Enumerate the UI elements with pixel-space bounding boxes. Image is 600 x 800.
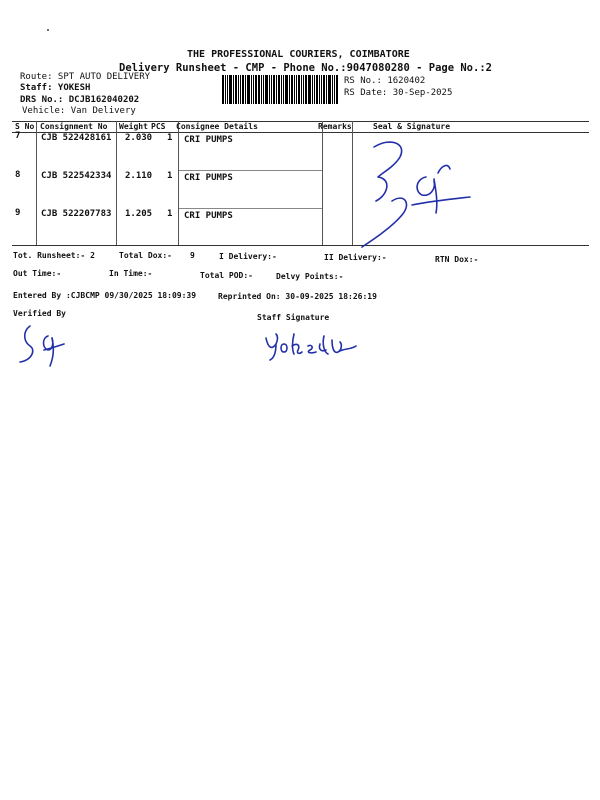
barcode-bar <box>298 75 300 104</box>
row-pcs: 1 <box>167 209 173 219</box>
barcode-bar <box>263 75 264 104</box>
barcode-bar <box>332 75 333 104</box>
ii-delivery: II Delivery:- <box>324 253 387 262</box>
table-bottom-rule <box>12 245 589 246</box>
barcode-bar <box>271 75 272 104</box>
barcode-bar <box>316 75 318 104</box>
barcode-bar <box>276 75 277 104</box>
barcode-bar <box>273 75 275 104</box>
total-dox-label: Total Dox:- <box>119 251 172 260</box>
scan-speck <box>47 29 49 31</box>
barcode-bar <box>261 75 262 104</box>
barcode-bar <box>238 75 239 104</box>
barcode-bar <box>303 75 304 104</box>
receiver-signature <box>352 135 477 250</box>
in-time: In Time:- <box>109 269 153 278</box>
barcode-bar <box>278 75 280 104</box>
barcode-bar <box>314 75 315 104</box>
col-header-consignment: Consignment No <box>40 122 108 131</box>
barcode-bar <box>242 75 244 104</box>
barcode-bar <box>251 75 252 104</box>
barcode-bar <box>227 75 228 104</box>
row-sno: 8 <box>15 170 21 180</box>
total-pod: Total POD:- <box>200 271 253 280</box>
row-consignee: CRI PUMPS <box>184 135 233 145</box>
barcode-bar <box>326 75 327 104</box>
column-rule <box>322 121 323 245</box>
barcode-bar <box>319 75 320 104</box>
route-label: Route: SPT AUTO DELIVERY <box>20 72 151 82</box>
barcode-bar <box>285 75 288 104</box>
row-divider-2 <box>178 208 322 209</box>
entered-by: Entered By :CJBCMP 09/30/2025 18:09:39 <box>13 291 197 300</box>
row-divider-1 <box>178 170 322 171</box>
barcode-bar <box>269 75 270 104</box>
barcode-bar <box>258 75 260 104</box>
delvy-points: Delvy Points:- <box>276 272 344 281</box>
barcode-bar <box>255 75 257 104</box>
barcode-bar <box>312 75 313 104</box>
drs-number: DRS No.: DCJB162040202 <box>20 95 140 105</box>
barcode-bar <box>336 75 338 104</box>
company-name: THE PROFESSIONAL COURIERS, COIMBATORE <box>187 49 410 60</box>
barcode-bar <box>289 75 290 104</box>
barcode-bar <box>253 75 254 104</box>
staff-label: Staff: YOKESH <box>20 83 91 93</box>
staff-signature-label: Staff Signature <box>257 313 330 322</box>
barcode-bar <box>247 75 250 104</box>
col-header-pcs: PCS <box>151 122 166 131</box>
barcode-bar <box>229 75 232 104</box>
barcode-bar <box>245 75 246 104</box>
barcode-bar <box>281 75 282 104</box>
reprinted-on: Reprinted On: 30-09-2025 18:26:19 <box>218 292 377 301</box>
tot-runsheet: Tot. Runsheet:- 2 <box>13 251 95 260</box>
col-header-sno: S No <box>15 122 35 131</box>
barcode-bar <box>328 75 331 104</box>
barcode-bar <box>308 75 311 104</box>
column-rule <box>116 121 117 245</box>
row-sno: 9 <box>15 208 21 218</box>
barcode-image <box>222 75 340 104</box>
row-consignee: CRI PUMPS <box>184 211 233 221</box>
barcode-bar <box>240 75 241 104</box>
barcode-bar <box>334 75 335 104</box>
barcode-bar <box>265 75 268 104</box>
row-consignment: CJB 522542334 <box>41 171 112 181</box>
column-rule <box>36 121 37 245</box>
row-sno: 7 <box>15 131 21 141</box>
out-time: Out Time:- <box>13 269 62 278</box>
staff-signature <box>262 328 362 364</box>
row-weight: 2.110 <box>125 171 153 181</box>
barcode-bar <box>296 75 297 104</box>
col-header-weight: Weight <box>119 122 148 131</box>
barcode-bar <box>305 75 307 104</box>
barcode-bar <box>323 75 325 104</box>
barcode-bar <box>301 75 302 104</box>
barcode-bar <box>233 75 234 104</box>
rs-date: RS Date: 30-Sep-2025 <box>344 88 453 98</box>
i-delivery: I Delivery:- <box>219 252 277 261</box>
col-header-seal: Seal & Signature <box>373 122 451 131</box>
row-consignment: CJB 522207783 <box>41 209 112 219</box>
row-pcs: 1 <box>167 133 173 143</box>
row-pcs: 1 <box>167 171 173 181</box>
runsheet-title: Delivery Runsheet - CMP - Phone No.:9047080280 - Page No.:2 <box>119 62 492 74</box>
verifier-signature <box>14 322 69 370</box>
verified-by-label: Verified By <box>13 309 66 318</box>
total-dox-value: 9 <box>190 251 195 260</box>
rs-number: RS No.: 1620402 <box>344 76 426 86</box>
rtn-dox: RTN Dox:- <box>435 255 479 264</box>
barcode-bar <box>225 75 226 104</box>
row-consignment: CJB 522428161 <box>41 133 112 143</box>
row-weight: 1.205 <box>125 209 153 219</box>
barcode-bar <box>291 75 293 104</box>
barcode-bar <box>222 75 224 104</box>
col-header-remarks: Remarks <box>318 122 352 131</box>
barcode-bar <box>294 75 295 104</box>
row-consignee: CRI PUMPS <box>184 173 233 183</box>
column-rule <box>178 121 179 245</box>
barcode-bar <box>235 75 237 104</box>
barcode-bar <box>321 75 322 104</box>
row-weight: 2.030 <box>125 133 153 143</box>
col-header-consignee: Consignee Details <box>176 122 258 131</box>
barcode-bar <box>283 75 284 104</box>
vehicle-label: Vehicle: Van Delivery <box>22 106 136 116</box>
